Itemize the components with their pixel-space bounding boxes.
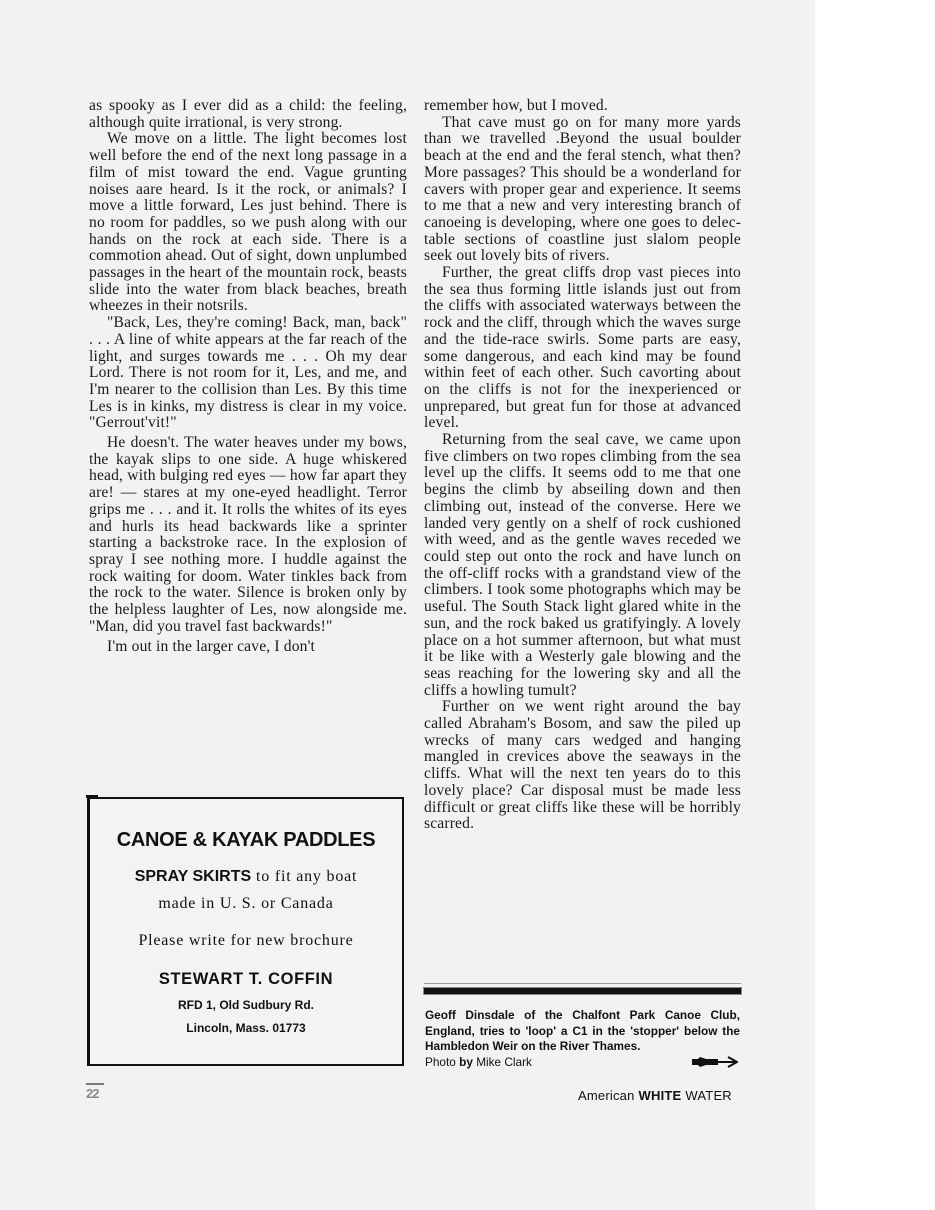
photo-credit bbox=[425, 1055, 532, 1071]
ad-address-street: RFD 1, Old Sudbury Rd. bbox=[177, 998, 314, 1012]
article-paragraph: Returning from the seal cave, we came upon five climbers on two ropes climbing from the sea level up the cliffs. It seems odd to me that one begins the climb by abseiling down and then climbing out, instead of the converse. Here we landed very gently on a shelf of rock cushioned with weed, and as the gentle waves receded we could step out onto the rock and have lunch on the off-cliff rocks with a grandstand view of the climbers. I took some photographs which may be useful. The South Stack light glared white in the sun, and the rock baked us gratifyingly. A lovely place on a hot summer afternoon, but what must it be like with a Westerly gale blowing and the seas reaching for the lowering sky and all the cliffs a howling tumult? bbox=[424, 431, 741, 699]
article-paragraph: We move on a little. The light becomes lost well before the end of the next long passage in a film of mist toward the end. Vague grunting noises aare heard. Is it the rock, or animals? I move a little forward, Les just behind. There is no room for paddles, so we push along with our hands on the rock at each side. There is a commotion ahead. Out of sight, down unplumbed passages in the heart of the mountain rock, beasts slide into the water from black beaches, breath wheezes in their notsrils. bbox=[89, 130, 407, 315]
ad-address-city: Lincoln, Mass. 01773 bbox=[186, 1021, 306, 1035]
article-paragraph: Further on we went right around the bay called Abraham's Bosom, and saw the piled up wrecks of many cars wedged and hanging mangled in crevices above the seaways in the cliffs. What will the next ten years do to this lovely place? Car disposal must be made less difficult or great cliffs like these will be horribly scarred. bbox=[424, 698, 741, 833]
article-paragraph: He doesn't. The water heaves under my bows, the kayak slips to one side. A huge whiskered head, with bulging red eyes — how far apart they are! — stares at my one-eyed headlight. Terror grips me . . . and it. It rolls the whites of its eyes and hurls its head backwards like a sprinter starting a backstroke race. In the explosion of spray I see nothing more. I huddle against the rock waiting for doom. Water tinkles back from the rock to the water. Silence is broken only by the helpless laughter of Les, now alongside me. "Man, did you travel fast backwards!" bbox=[89, 434, 407, 635]
article-paragraph: as spooky as I ever did as a child: the feeling, although quite irrational, is very strong. bbox=[89, 97, 407, 131]
ad-spray-skirts-text: to fit any boat bbox=[251, 868, 358, 885]
credit-name: Mike Clark bbox=[476, 1054, 532, 1069]
photo-caption bbox=[425, 1008, 740, 1070]
magazine-name-suffix: WATER bbox=[685, 1088, 732, 1103]
magazine-name-bold: WHITE bbox=[638, 1088, 682, 1103]
caption-divider-thick bbox=[424, 988, 741, 994]
credit-prefix: Photo bbox=[425, 1054, 456, 1069]
caption-divider-thin bbox=[424, 983, 741, 984]
article-column-left bbox=[89, 98, 407, 655]
article-paragraph: That cave must go on for many more yards than we travelled .Beyond the usual boulder beach at the end and the feral stench, what then? More passages? This should be a wonderland for cavers with proper gear and experience. It seems to me that a new and very interesting branch of canoeing is developing, where one goes to delectable sections of coastline just slalom people seek out lovely bits of rivers. bbox=[424, 113, 741, 265]
ad-brochure-line: Please write for new brochure bbox=[138, 932, 354, 949]
advertisement-box bbox=[87, 797, 404, 1066]
ad-origin-line: made in U. S. or Canada bbox=[158, 895, 334, 912]
ad-spray-skirts-label: SPRAY SKIRTS bbox=[134, 868, 252, 885]
ad-title: CANOE & KAYAK PADDLES bbox=[116, 829, 376, 851]
ad-advertiser-name: STEWART T. COFFIN bbox=[158, 970, 334, 988]
caption-text: Geoff Dinsdale of the Chalfont Park Canoe Club, England, tries to 'loop' a C1 in the 'stopper' below the Hambledon Weir on the River Thames. bbox=[425, 1008, 740, 1053]
article-paragraph: I'm out in the larger cave, I don't bbox=[107, 637, 316, 655]
article-paragraph: Further, the great cliffs drop vast pieces into the sea thus forming little islands just out from the cliffs with associated waterways between the rock and the cliff, through which the waves surge and the tide-race swirls. Some parts are easy, some dangerous, and each kind may be found within feet of each other. Such cavorting about on the cliffs is not for the inexperienced or unprepared, but great fun for those at advanced level. bbox=[424, 264, 741, 432]
article-paragraph: "Back, Les, they're coming! Back, man, back" . . . A line of white appears at the far reach of the light, and surges towards me . . . Oh my dear Lord. There is not room for it, Les, and me, and I'm nearer to the collision than Les. By this time Les is in kinks, my distress is clear in my voice. "Gerrout'vit!" bbox=[89, 314, 407, 432]
page-number: 22 bbox=[86, 1083, 104, 1101]
right-arrow-icon bbox=[692, 1056, 738, 1068]
magazine-footer bbox=[578, 1088, 732, 1103]
magazine-name-prefix: American bbox=[578, 1088, 635, 1103]
photo-credit-row bbox=[425, 1055, 740, 1071]
ad-spray-skirts-line bbox=[90, 868, 402, 886]
article-paragraph: remember how, but I moved. bbox=[424, 97, 608, 114]
credit-by: by bbox=[459, 1054, 473, 1069]
article-column-right bbox=[424, 98, 741, 833]
